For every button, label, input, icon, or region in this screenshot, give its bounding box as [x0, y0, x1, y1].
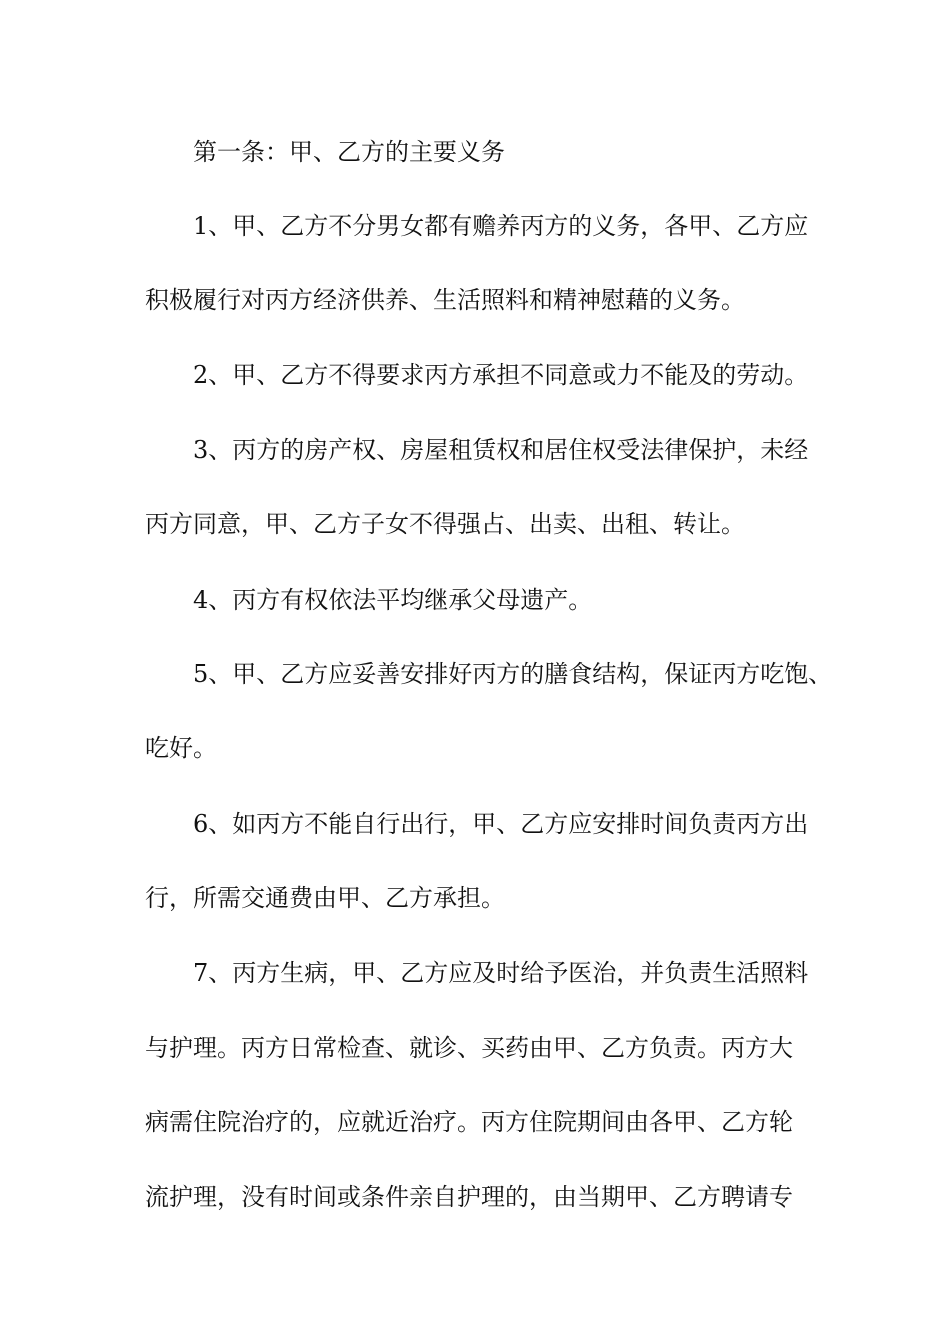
paragraph-line: 3、丙方的房产权、房屋租赁权和居住权受法律保护，未经	[193, 436, 809, 464]
paragraph-line: 2、甲、乙方不得要求丙方承担不同意或力不能及的劳动。	[193, 361, 809, 389]
paragraph-line: 1、甲、乙方不分男女都有赡养丙方的义务，各甲、乙方应	[193, 212, 809, 240]
paragraph-line: 丙方同意，甲、乙方子女不得强占、出卖、出租、转让。	[145, 510, 745, 538]
paragraph-line: 5、甲、乙方应妥善安排好丙方的膳食结构，保证丙方吃饱、	[193, 660, 833, 688]
paragraph-line: 吃好。	[145, 734, 217, 762]
paragraph-line: 6、如丙方不能自行出行，甲、乙方应安排时间负责丙方出	[193, 810, 809, 838]
paragraph-line: 流护理，没有时间或条件亲自护理的，由当期甲、乙方聘请专	[145, 1183, 793, 1211]
paragraph-line: 7、丙方生病，甲、乙方应及时给予医治，并负责生活照料	[193, 959, 809, 987]
paragraph-line: 4、丙方有权依法平均继承父母遗产。	[193, 586, 593, 614]
paragraph-line: 行，所需交通费由甲、乙方承担。	[145, 884, 505, 912]
paragraph-line: 病需住院治疗的，应就近治疗。丙方住院期间由各甲、乙方轮	[145, 1108, 793, 1136]
paragraph-line: 与护理。丙方日常检查、就诊、买药由甲、乙方负责。丙方大	[145, 1034, 793, 1062]
paragraph-line: 积极履行对丙方经济供养、生活照料和精神慰藉的义务。	[145, 286, 745, 314]
section-heading: 第一条：甲、乙方的主要义务	[193, 138, 505, 166]
